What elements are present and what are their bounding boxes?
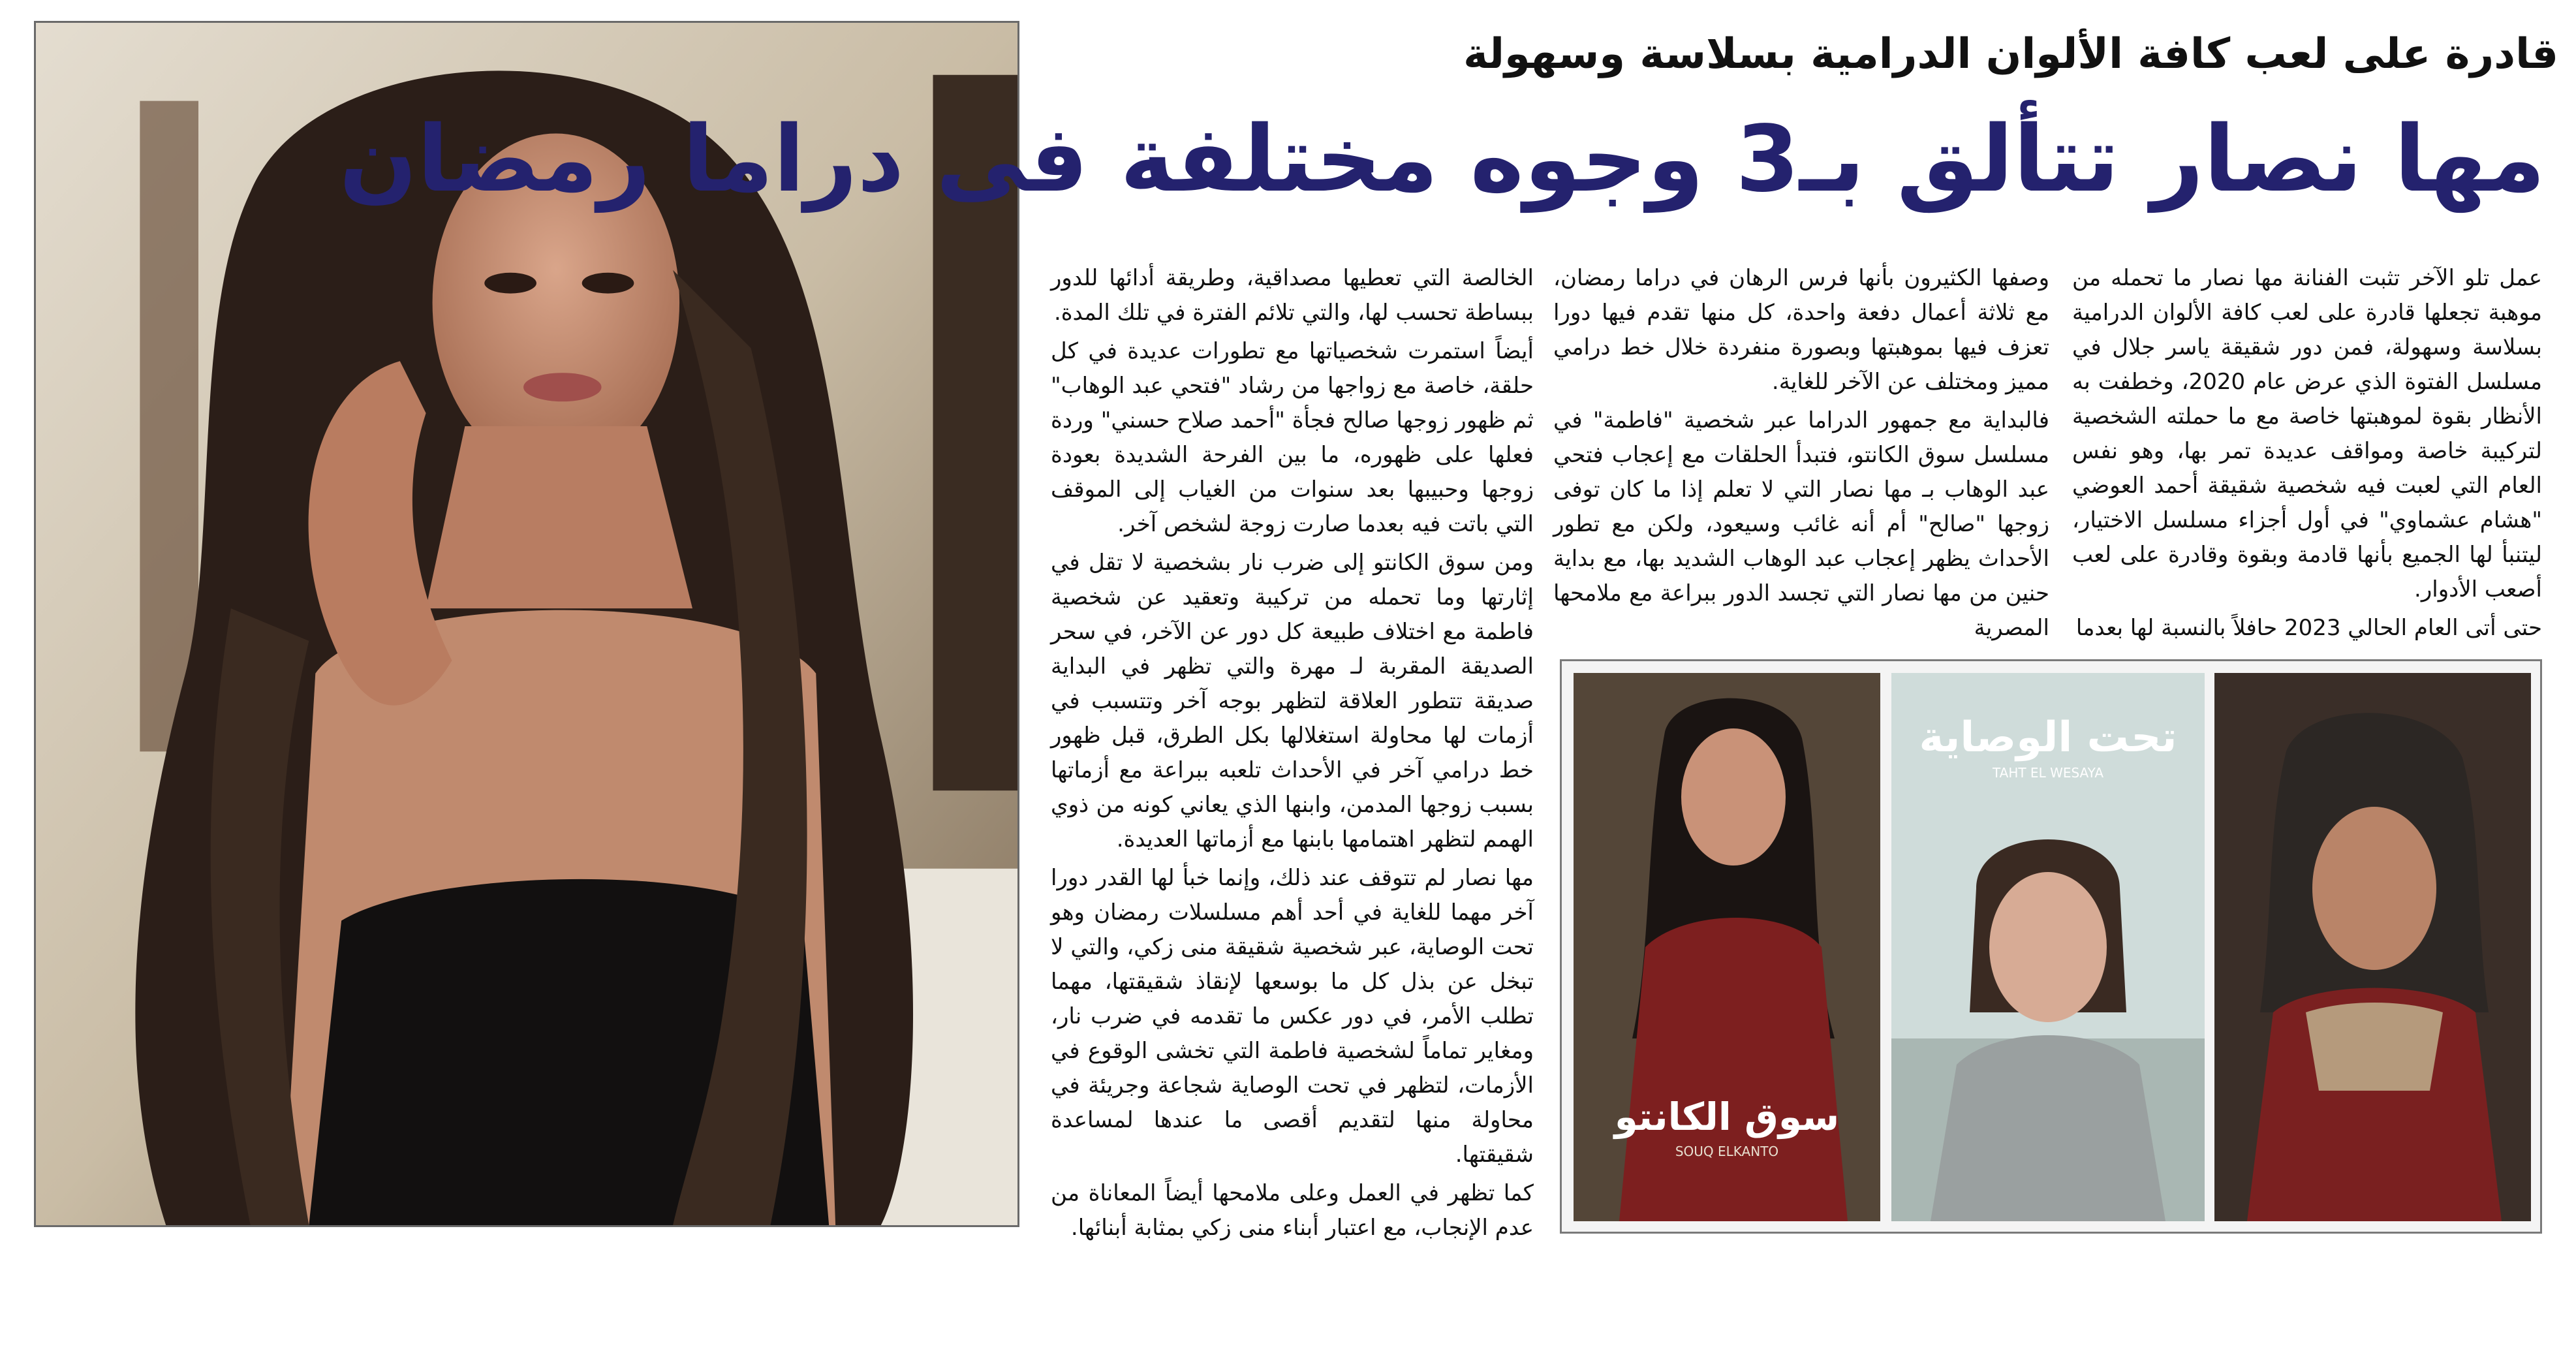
article-headline: مها نصار تتألق بـ3 وجوه مختلفة فى دراما رمضان: [339, 106, 2545, 213]
paragraph: مها نصار لم تتوقف عند ذلك، وإنما خبأ لها القدر دورا آخر مهما للغاية في أحد أهم مسلسلات رمضان وهو تحت الوصاية، عبر شخصية شقيقة منى زكي، والتي لا تبخل عن بذل كل ما بوسعها لإنقاذ شقيقتها، مهما تطلب الأمر، في دور عكس ما تقدمه في ضرب نار، ومغاير تماماً لشخصية فاطمة التي تخشى الوقوع في الأزمات، لتظهر في تحت الوصاية شجاعة وجريئة في محاولة منها لتقديم أقصى ما عندها لمساعدة شقيقتها.: [1051, 865, 1534, 1168]
article-column-right: [2072, 261, 2542, 666]
paragraph: كما تظهر في العمل وعلى ملامحها أيضاً المعاناة من عدم الإنجاب، مع اعتبار أبناء منى زكي بمثابة أبنائها.: [1051, 1180, 1534, 1241]
souq-elkanto-poster: [1574, 673, 1880, 1221]
paragraph: وصفها الكثيرون بأنها فرس الرهان في دراما رمضان، مع ثلاثة أعمال دفعة واحدة، كل منها تقدم فيها دورا تعزف فيها بموهبتها وبصورة منفردة خلال خط درامي مميز ومختلف عن الآخر للغاية.: [1553, 265, 2049, 395]
souq-elkanto-poster-icon: [1574, 673, 1880, 1221]
paragraph: فالبداية مع جمهور الدراما عبر شخصية "فاطمة" في مسلسل سوق الكانتو، فتبدأ الحلقات مع إعجاب فتحي عبد الوهاب بـ مها نصار التي لا تعلم إذا ما كان توفى زوجها "صالح" أم أنه غائب وسيعود، ولكن مع تطور الأحداث يظهر إعجاب عبد الوهاب الشديد بها، مع بداية حنين من مها نصار التي تجسد الدور ببراعة مع ملامحها المصرية: [1553, 407, 2049, 641]
actress-headscarf-still: [2214, 673, 2531, 1221]
taht-el-wesaya-poster: [1891, 673, 2205, 1221]
article-kicker: قادرة على لعب كافة الألوان الدرامية بسلاسة وسهولة: [1463, 30, 2558, 78]
wesaya-poster-latin: TAHT EL WESAYA: [1992, 765, 2104, 781]
actress-headscarf-still-icon: [2214, 673, 2531, 1221]
paragraph: ومن سوق الكانتو إلى ضرب نار بشخصية لا تقل في إثارتها وما تحمله من تركيبة وتعقيد عن شخصية فاطمة مع اختلاف طبيعة كل دور عن الآخر، في سحر الصديقة المقربة لـ مهرة والتي تظهر في البداية صديقة تتطور العلاقة لتظهر بوجه آخر وتتسبب في أزمات لها محاولة استغلالها بكل الطرق، قبل ظهور خط درامي آخر في الأحداث تلعبه ببراعة مع أزماتها بسبب زوجها المدمن، وابنها الذي يعاني كونه من ذوي الهمم لتظهر اهتمامها بابنها مع أزماتها العديدة.: [1051, 550, 1534, 852]
souq-poster-title: سوق الكانتو: [1614, 1095, 1840, 1139]
taht-el-wesaya-poster-icon: [1891, 673, 2205, 1221]
souq-poster-latin: SOUQ ELKANTO: [1675, 1144, 1779, 1159]
paragraph: الخالصة التي تعطيها مصداقية، وطريقة أدائها للدور ببساطة تحسب لها، والتي تلائم الفترة في تلك المدة.: [1051, 265, 1534, 326]
paragraph: عمل تلو الآخر تثبت الفنانة مها نصار ما تحمله من موهبة تجعلها قادرة على لعب كافة الألوان الدرامية بسلاسة وسهولة، فمن دور شقيقة ياسر جلال في مسلسل الفتوة الذي عرض عام 2020، وخطفت به الأنظار بقوة لموهبتها خاصة مع ما حملته الشخصية لتركيبة خاصة ومواقف عديدة تمر بها، وهو نفس العام التي لعبت فيه شخصية شقيقة أحمد العوضي "هشام عشماوي" في أول أجزاء مسلسل الاختيار، ليتنبأ لها الجميع بأنها قادمة وبقوة وقادرة على لعب أصعب الأدوار.: [2072, 265, 2542, 602]
paragraph: حتى أتى العام الحالي 2023 حافلاً بالنسبة لها بعدما: [2075, 615, 2542, 641]
drama-posters-strip: [1560, 659, 2542, 1234]
article-column-middle: [1553, 261, 2049, 666]
wesaya-poster-title: تحت الوصاية: [1919, 713, 2177, 762]
article-column-left: [1051, 261, 1534, 1241]
paragraph: أيضاً استمرت شخصياتها مع تطورات عديدة في كل حلقة، خاصة مع زواجها من رشاد "فتحي عبد الوهاب" ثم ظهور زوجها صالح فجأة "أحمد صلاح حسني" وردة فعلها على ظهوره، ما بين الفرحة الشديدة بعودة زوجها وحبيبها بعد سنوات من الغياب إلى الموقف التي باتت فيه بعدما صارت زوجة لشخص آخر.: [1051, 338, 1534, 537]
